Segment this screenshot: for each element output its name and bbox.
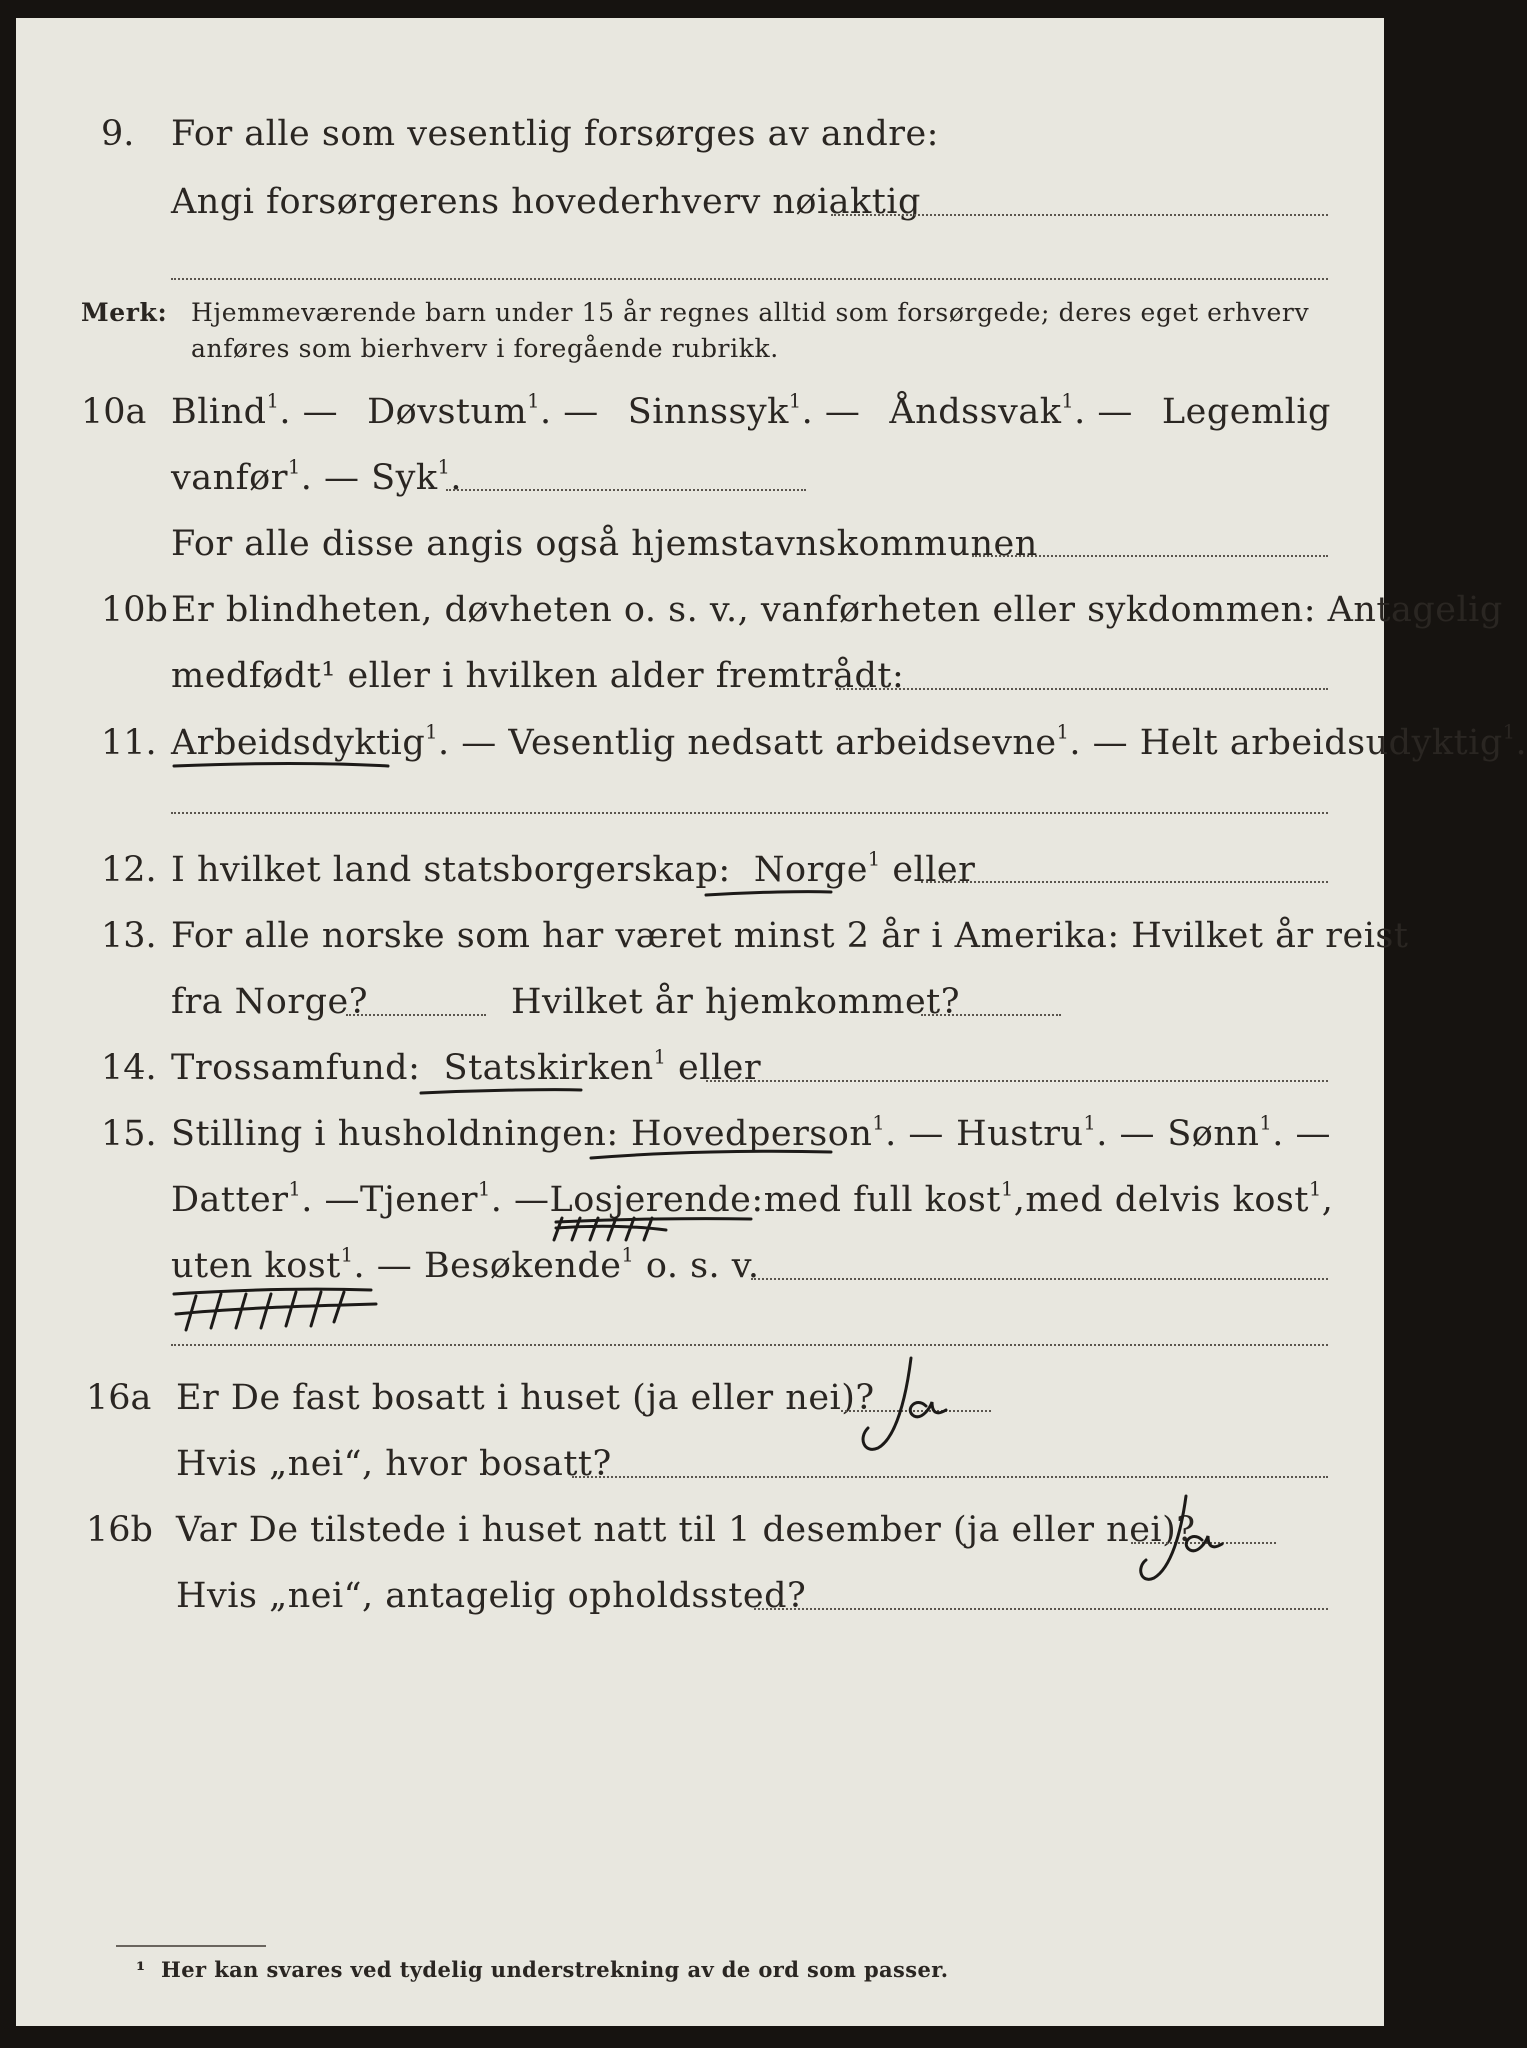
underline-statskirken bbox=[421, 1090, 581, 1093]
q14-number: 14. bbox=[101, 1048, 157, 1088]
option-andssvak: Åndssvak bbox=[889, 392, 1062, 432]
footnote-rule bbox=[116, 1945, 266, 1947]
option-losjerende: Losjerende: bbox=[549, 1180, 764, 1220]
q10a-line3: For alle disse angis også hjemstavnskommunen bbox=[171, 524, 1038, 564]
q16a-line2: Hvis „nei“, hvor bosatt? bbox=[176, 1444, 612, 1484]
q16b-line1: Var De tilstede i huset natt til 1 desember (ja eller nei)? bbox=[176, 1510, 1196, 1550]
handwriting-overlay bbox=[16, 18, 1384, 2026]
answer-ja-16b-a bbox=[1186, 1536, 1222, 1551]
footnote bbox=[136, 1956, 949, 1984]
option-delvis-kost: med delvis kost bbox=[1025, 1180, 1309, 1220]
underline-hovedperson bbox=[591, 1151, 831, 1158]
option-arbeidsdyktig: Arbeidsdyktig bbox=[171, 723, 426, 763]
q15-line2: Datter$^1$. — Tjener$^1$. — Losjerende: med full kost$^1$, med delvis kost$^1$, bbox=[171, 1177, 1334, 1220]
option-syk: Syk bbox=[371, 458, 438, 498]
underline-uten-kost bbox=[174, 1289, 371, 1294]
footnote-text: Her kan svares ved tydelig understrekning av de ord som passer. bbox=[161, 1957, 949, 1982]
q11-line: Arbeidsdyktig$^1$. — Vesentlig nedsatt arbeidsevne$^1$. — Helt arbeidsudyktig$^1$. bbox=[171, 720, 1527, 763]
q13-number: 13. bbox=[101, 916, 157, 956]
q10a-number: 10a bbox=[81, 392, 147, 432]
option-datter: Datter bbox=[171, 1180, 289, 1220]
option-hustru: Hustru bbox=[956, 1114, 1084, 1154]
q12-suffix: eller bbox=[892, 850, 976, 890]
underline-norge bbox=[706, 892, 831, 895]
option-norge: Norge bbox=[753, 850, 868, 890]
q9-line1: For alle som vesentlig forsørges av andre: bbox=[171, 114, 939, 154]
q15-line3: uten kost$^1$. — Besøkende$^1$ o. s. v. bbox=[171, 1243, 760, 1286]
option-helt-arbeidsudyktig: Helt arbeidsudyktig bbox=[1139, 723, 1503, 763]
q11-number: 11. bbox=[101, 723, 157, 763]
q15-label: Stilling i husholdningen: bbox=[171, 1114, 619, 1154]
option-uten-kost: uten kost bbox=[171, 1246, 341, 1286]
strike-uten-kost bbox=[176, 1292, 376, 1330]
option-nedsatt-arbeidsevne: Vesentlig nedsatt arbeidsevne bbox=[508, 723, 1057, 763]
q12-text: I hvilket land statsborgerskap: bbox=[171, 850, 731, 890]
q16a-line1: Er De fast bosatt i huset (ja eller nei)? bbox=[176, 1378, 875, 1418]
census-form-page bbox=[16, 18, 1527, 2026]
q14-suffix: eller bbox=[678, 1048, 762, 1088]
q10a-line1: Blind$^1$. — Døvstum$^1$. — Sinnssyk$^1$. — Åndssvak$^1$. — Legemlig bbox=[171, 389, 1331, 432]
q13-line2a: fra Norge? bbox=[171, 982, 368, 1022]
q14-line: Trossamfund: Statskirken$^1$ eller bbox=[171, 1045, 762, 1088]
footnote-marker: ¹ bbox=[136, 1957, 146, 1982]
option-sinnssyk: Sinnssyk bbox=[627, 392, 789, 432]
option-hovedperson: Hovedperson bbox=[630, 1114, 873, 1154]
option-statskirken: Statskirken bbox=[443, 1048, 654, 1088]
underline-arbeidsdyktig bbox=[174, 763, 388, 766]
q16b-line2: Hvis „nei“, antagelig opholdssted? bbox=[176, 1576, 807, 1616]
q15-number: 15. bbox=[101, 1114, 157, 1154]
option-blind: Blind bbox=[171, 392, 267, 432]
q13-line2b: Hvilket år hjemkommet? bbox=[511, 982, 961, 1022]
q9-number: 9. bbox=[101, 114, 135, 154]
q15-etc: o. s. v. bbox=[645, 1246, 760, 1286]
q9-line2: Angi forsørgerens hovederhverv nøiaktig bbox=[171, 182, 921, 222]
q12-line: I hvilket land statsborgerskap: Norge$^1$ eller bbox=[171, 847, 976, 890]
merk-line2: anføres som bierhverv i foregående rubrikk. bbox=[191, 334, 779, 363]
merk-line1: Hjemmeværende barn under 15 år regnes alltid som forsørgede; deres eget erhverv bbox=[191, 298, 1310, 327]
q13-line1: For alle norske som har været minst 2 år i Amerika: Hvilket år reist bbox=[171, 916, 1409, 956]
option-full-kost: med full kost bbox=[763, 1180, 1001, 1220]
option-vanfor: vanfør bbox=[171, 458, 288, 498]
q16a-number: 16a bbox=[86, 1378, 152, 1418]
merk-label: Merk: bbox=[81, 298, 168, 327]
option-dovstum: Døvstum bbox=[367, 392, 528, 432]
option-legemlig: Legemlig bbox=[1161, 392, 1331, 432]
answer-ja-16b-stroke bbox=[1141, 1496, 1186, 1579]
q16b-number: 16b bbox=[86, 1510, 153, 1550]
q10a-line2: vanfør$^1$. — Syk$^1$. bbox=[171, 455, 462, 498]
underline-losjerende bbox=[556, 1219, 751, 1222]
option-tjener: Tjener bbox=[360, 1180, 478, 1220]
answer-ja-16a-stroke bbox=[863, 1358, 911, 1449]
option-besokende: Besøkende bbox=[423, 1246, 622, 1286]
option-sonn: Sønn bbox=[1167, 1114, 1260, 1154]
q12-number: 12. bbox=[101, 850, 157, 890]
answer-ja-16a-a bbox=[910, 1402, 946, 1417]
q14-text: Trossamfund: bbox=[171, 1048, 421, 1088]
q15-line1: Stilling i husholdningen: Hovedperson$^1$. — Hustru$^1$. — Sønn$^1$. — bbox=[171, 1111, 1331, 1154]
q10b-line2: medfødt¹ eller i hvilken alder fremtrådt: bbox=[171, 656, 905, 696]
q10b-line1: Er blindheten, døvheten o. s. v., vanførheten eller sykdommen: Antagelig bbox=[171, 590, 1503, 630]
q10b-number: 10b bbox=[101, 590, 168, 630]
